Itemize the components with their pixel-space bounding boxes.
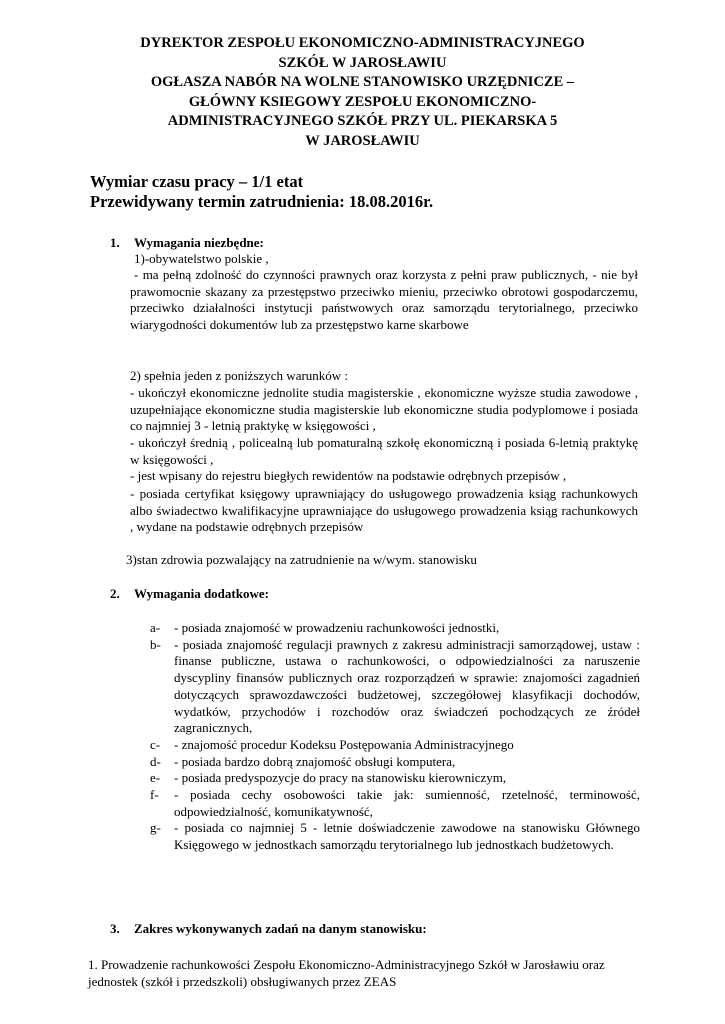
section-title: Wymagania niezbędne:: [134, 235, 264, 250]
requirement-2-option: - ukończył średnią , policealną lub pomaturalną szkołę ekonomiczną i posiada 6-letnią praktykę w księgowości ,: [130, 435, 638, 467]
list-item-text: - posiada znajomość regulacji prawnych z zakresu administracji samorządowej, ustaw : finanse publiczne, ustawa o rachunkowości, o odpowiedzialności za naruszenie dyscypliny finansów publicznych oraz rozporządzeń w sprawie: znajomości zagadnień dotyczących sprawozdawczości budżetowej, szczegółowej klasyfikacji dochodów, wydatków, przychodów i rozchodów oraz świadczeń pochodzących ze źródeł zagranicznych,: [174, 636, 640, 736]
title-line: OGŁASZA NABÓR NA WOLNE STANOWISKO URZĘDNICZE –: [150, 74, 575, 91]
task-item: 1. Prowadzenie rachunkowości Zespołu Ekonomiczno-Administracyjnego Szkół w Jarosławiu oraz jednostek (szkół i przedszkoli) obsługiwanych przez ZEAS: [88, 957, 605, 989]
requirement-2-title: 2) spełnia jeden z poniższych warunków :: [130, 368, 349, 383]
announcement-title: [60, 34, 665, 152]
section-number: 1.: [110, 235, 120, 250]
list-marker: g-: [150, 820, 161, 836]
title-line: SZKÓŁ W JAROSŁAWIU: [278, 54, 447, 71]
list-item: [150, 637, 640, 737]
list-item: [150, 770, 640, 787]
section-2-heading: [110, 585, 269, 602]
requirement-2-option: - ukończył ekonomiczne jednolite studia magisterskie , ekonomiczne wyższe studia zawodowe , uzupełniające ekonomiczne studia magisterskie lub ekonomiczne studia podyplomowe i posiada co najmniej 3 - letnią praktykę w księgowości ,: [130, 385, 638, 434]
requirement-2-option: - jest wpisany do rejestru biegłych rewidentów na podstawie odrębnych przepisów ,: [130, 468, 567, 483]
additional-requirements-list: [150, 620, 640, 854]
list-item-text: - znajomość procedur Kodeksu Postępowania Administracyjnego: [174, 736, 514, 752]
list-marker: c-: [150, 736, 161, 752]
section-title: Zakres wykonywanych zadań na danym stanowisku:: [134, 921, 427, 936]
list-item-text: - posiada znajomość w prowadzeniu rachunkowości jednostki,: [174, 620, 500, 635]
list-item-text: - posiada co najmniej 5 - letnie doświadczenie zawodowe na stanowisku Głównego Księgowego w jednostkach samorządu terytorialnego lub jednostkach budżetowych.: [174, 820, 640, 853]
list-item-text: - posiada predyspozycje do pracy na stanowisku kierowniczym,: [174, 770, 507, 786]
list-item: [150, 737, 640, 754]
start-date: Przewidywany termin zatrudnienia: 18.08.2016r.: [90, 192, 434, 211]
section-number: 2.: [110, 586, 120, 601]
list-item: [150, 754, 640, 771]
title-line: W JAROSŁAWIU: [305, 132, 420, 149]
list-marker: a-: [150, 620, 161, 635]
work-time: Wymiar czasu pracy – 1/1 etat: [90, 172, 304, 191]
list-item: [150, 787, 640, 820]
list-item: [150, 820, 640, 853]
section-number: 3.: [110, 921, 120, 936]
list-item: [150, 620, 640, 637]
list-marker: e-: [150, 770, 161, 786]
list-marker: d-: [150, 753, 161, 769]
requirement-2-option: - posiada certyfikat księgowy uprawniający do usługowego prowadzenia ksiąg rachunkowych albo świadectwo kwalifikacyjne uprawniające do usługowego prowadzenia ksiąg rachunkowych , wydane na podstawie odrębnych przepisów: [130, 486, 638, 535]
list-marker: f-: [150, 787, 159, 803]
title-line: DYREKTOR ZESPOŁU EKONOMICZNO-ADMINISTRACYJNEGO: [140, 35, 585, 51]
requirement-1-text: - ma pełną zdolność do czynności prawnych oraz korzysta z pełni praw publicznych, - nie był prawomocnie skazany za przestępstwo przeciwko mieniu, przeciwko obrotowi gospodarczemu, przeciwko działalności instytucji państwowych oraz samorządu terytorialnego, przeciwko wiarygodności dokumentów lub za przestępstwo karne skarbowe: [130, 267, 638, 333]
list-item-text: - posiada bardzo dobrą znajomość obsługi komputera,: [174, 753, 456, 769]
title-line: GŁÓWNY KSIEGOWY ZESPOŁU EKONOMICZNO-: [188, 93, 537, 110]
title-line: ADMINISTRACYJNEGO SZKÓŁ PRZY UL. PIEKARSKA 5: [167, 113, 558, 130]
section-1-heading: [110, 234, 264, 251]
section-title: Wymagania dodatkowe:: [134, 586, 269, 601]
list-marker: b-: [150, 636, 161, 652]
section-3-heading: [110, 920, 427, 937]
employment-info: [90, 172, 433, 212]
requirement-3: 3)stan zdrowia pozwalający na zatrudnienie na w/wym. stanowisku: [126, 552, 477, 567]
requirement-1-title: 1)-obywatelstwo polskie ,: [134, 251, 269, 266]
list-item-text: - posiada cechy osobowości takie jak: sumienność, rzetelność, terminowość, odpowiedzialność, komunikatywność,: [174, 787, 640, 819]
